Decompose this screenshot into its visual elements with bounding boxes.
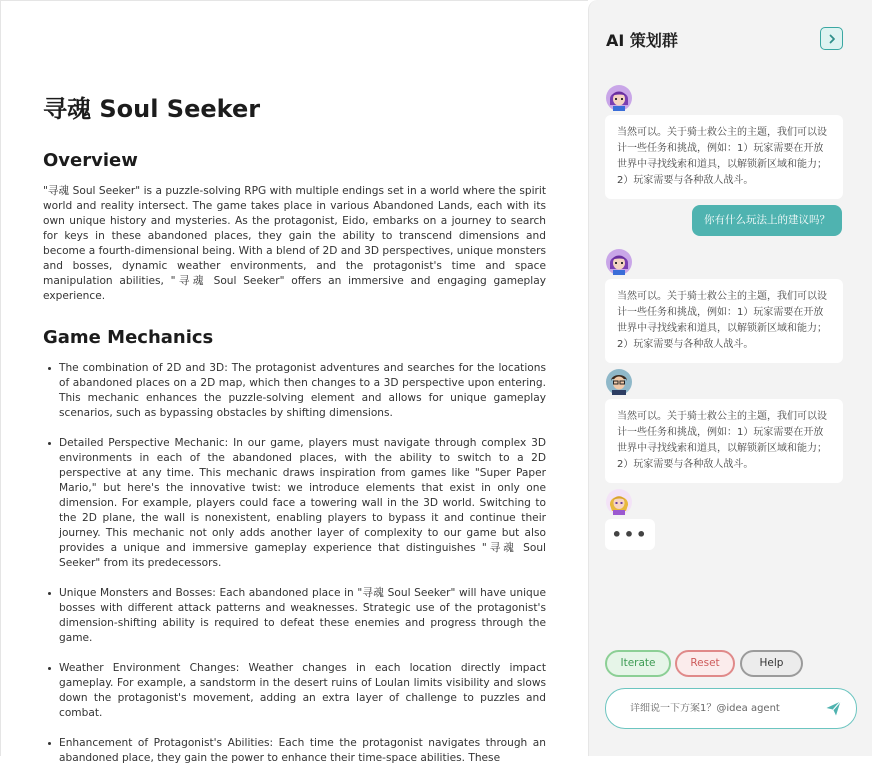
ai-message-bubble: 当然可以。关于骑士救公主的主题，我们可以设计一些任务和挑战，例如：1）玩家需要在开放世界中寻找线索和道具，以解锁新区域和能力；2）玩家需要与各种敌人战斗。 xyxy=(605,115,843,199)
purple-hair-avatar xyxy=(606,249,632,275)
chat-input-container xyxy=(605,688,857,729)
mechanics-list xyxy=(43,361,546,766)
section-heading-overview: Overview xyxy=(43,150,138,171)
chat-title: AI 策划群 xyxy=(606,31,678,50)
reset-button[interactable]: Reset xyxy=(675,650,735,677)
glasses-avatar xyxy=(606,369,632,395)
document-content xyxy=(43,93,546,781)
ai-message-bubble: 当然可以。关于骑士救公主的主题，我们可以设计一些任务和挑战，例如：1）玩家需要在开放世界中寻找线索和道具，以解锁新区域和能力；2）玩家需要与各种敌人战斗。 xyxy=(605,279,843,363)
list-item: Enhancement of Protagonist's Abilities: Each time the protagonist navigates through an abandoned place, they gain the power to enhance their time-space abilities. These xyxy=(43,736,546,766)
chevron-right-icon xyxy=(826,33,838,45)
chat-input[interactable] xyxy=(630,703,820,714)
document-title: 寻魂 Soul Seeker xyxy=(43,95,261,123)
list-item: Unique Monsters and Bosses: Each abandoned place in "寻魂 Soul Seeker" will have unique bosses with different attack patterns and weaknesses. Strategic use of the protagonist's dimension-shifting ability is required to defeat these enemies and progress through the game. xyxy=(43,586,546,646)
purple-hair-avatar xyxy=(606,85,632,111)
list-item: The combination of 2D and 3D: The protagonist adventures and searches for the locations of abandoned places on a 2D map, which then changes to a 3D perspective upon entering. This mechanic enhances the puzzle-solving element and allows for unique gameplay scenarios, such as bypassing obstacles by shifting dimensions. xyxy=(43,361,546,421)
typing-indicator: ••• xyxy=(605,519,655,550)
collapse-panel-button[interactable] xyxy=(820,27,843,50)
chat-panel xyxy=(588,0,872,756)
section-heading-game-mechanics: Game Mechanics xyxy=(43,327,214,348)
ai-message-bubble: 当然可以。关于骑士救公主的主题，我们可以设计一些任务和挑战，例如：1）玩家需要在开放世界中寻找线索和道具，以解锁新区域和能力；2）玩家需要与各种敌人战斗。 xyxy=(605,399,843,483)
help-button[interactable]: Help xyxy=(740,650,803,677)
overview-paragraph: "寻魂 Soul Seeker" is a puzzle-solving RPG with multiple endings set in a world where the spirit world and reality intersect. The game takes place in various Abandoned Lands, each with its own unique history and mysteries. As the protagonist, Eido, embarks on a journey to search for keys in these abandoned places, they gain the ability to transcend dimensions and become a fourth-dimensional being. With a blend of 2D and 3D perspectives, unique monsters and bosses, dynamic weather environments, and the protagonist's time and space manipulation abilities, "寻魂 Soul Seeker" offers an immersive and engaging gameplay experience. xyxy=(43,185,546,302)
list-item: Detailed Perspective Mechanic: In our game, players must navigate through complex 3D environments in each of the abandoned places, with the ability to switch to a 2D perspective at any time. This mechanic draws inspiration from games like "Super Paper Mario," but here's the innovative twist: we introduce elements that exist in only one dimension. For example, players could face a towering wall in the 3D world. Switching to the 2D plane, the wall is nonexistent, enabling players to bypass it and continue their journey. This mechanic not only adds another layer of complexity to our game but also provides a unique and immersive gameplay experience that distinguishes "寻魂 Soul Seeker" from its predecessors. xyxy=(43,436,546,571)
send-icon[interactable] xyxy=(825,700,842,721)
user-message-bubble: 你有什么玩法上的建议吗？ xyxy=(692,205,842,236)
iterate-button[interactable]: Iterate xyxy=(605,650,671,677)
blonde-avatar xyxy=(606,489,632,515)
list-item: Weather Environment Changes: Weather changes in each location directly impact gameplay. For example, a sandstorm in the desert ruins of Loulan limits visibility and slows down the protagonist's movement, adding an extra layer of challenge to puzzles and combat. xyxy=(43,661,546,721)
